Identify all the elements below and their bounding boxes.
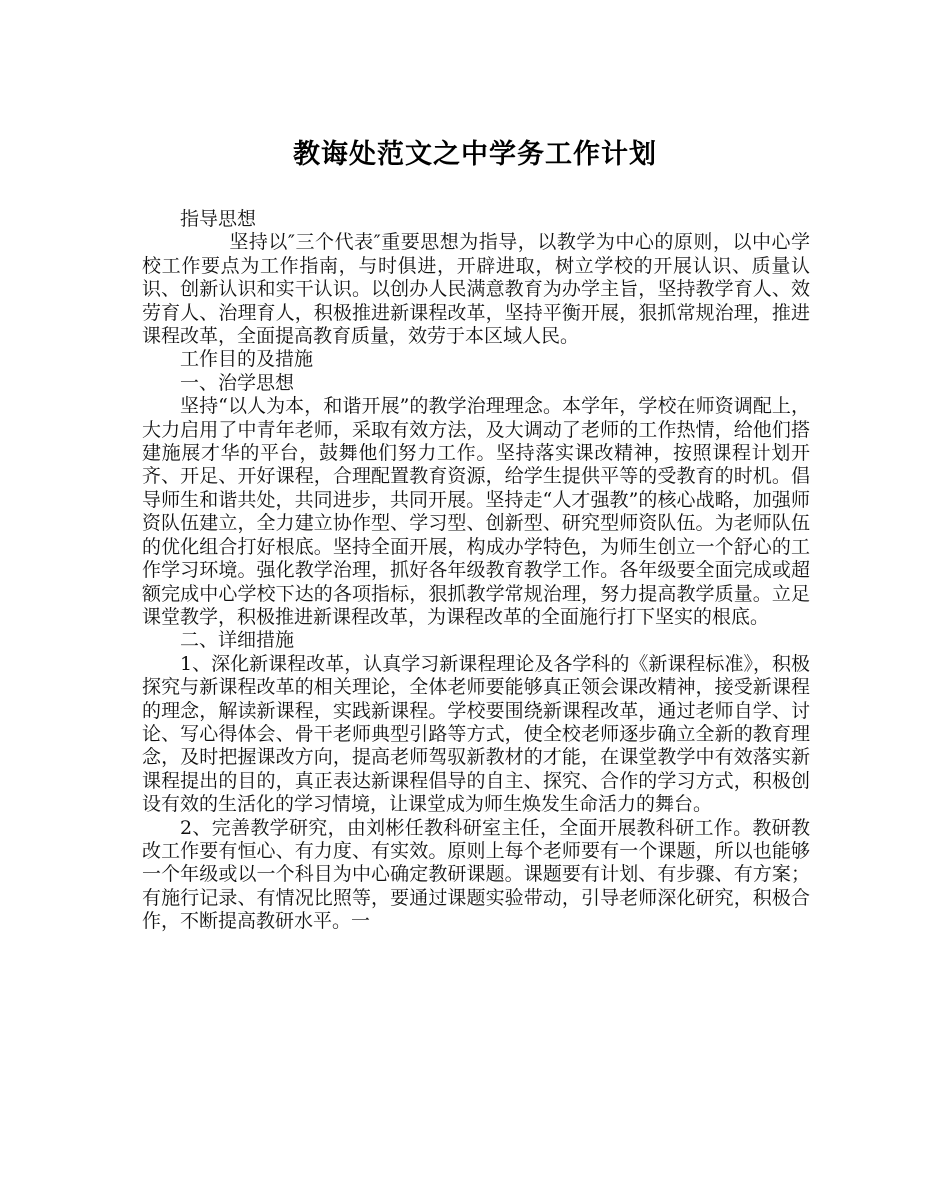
heading-guiding-thought: 指导思想 bbox=[180, 208, 257, 230]
heading-section-one: 一、治学思想 bbox=[180, 371, 295, 394]
document-body bbox=[142, 208, 810, 934]
heading-work-goals: 工作目的及措施 bbox=[180, 348, 314, 371]
document-title: 教诲处范文之中学务工作计划 bbox=[293, 139, 657, 170]
paragraph-measure-1: 1、深化新课程改革，认真学习新课程理论及各学科的《新课程标准》，积极探究与新课程改革的相关理论，全体老师要能够真正领会课改精神，接受新课程的理念，解读新课程，实践新课程。学校要围绕新课程改革，通过老师自学、讨论、写心得体会、骨干老师典型引路等方式，使全校老师逐步确立全新的教育理念，及时把握课改方向，提高老师驾驭新教材的才能，在课堂教学中有效落实新课程提出的目的，真正表达新课程倡导的自主、探究、合作的学习方式，积极创设有效的生活化的学习情境，让课堂成为师生焕发生命活力的舞台。 bbox=[142, 652, 810, 816]
heading-section-two: 二、详细措施 bbox=[180, 629, 295, 652]
paragraph-measure-2: 2、完善教学研究，由刘彬任教科研室主任，全面开展教科研工作。教研教改工作要有恒心、有力度、有实效。原则上每个老师要有一个课题，所以也能够一个年级或以一个科目为中心确定教研课题。课题要有计划、有步骤、有方案；有施行记录、有情况比照等，要通过课题实验带动，引导老师深化研究，积极合作，不断提高教研水平。一 bbox=[142, 816, 810, 933]
paragraph-section-one: 坚持“以人为本，和谐开展”的教学治理理念。本学年，学校在师资调配上，大力启用了中青年老师，采取有效方法，及大调动了老师的工作热情，给他们搭建施展才华的平台，鼓舞他们努力工作。坚持落实课改精神，按照课程计划开齐、开足、开好课程，合理配置教育资源，给学生提供平等的受教育的时机。倡导师生和谐共处，共同进步，共同开展。坚持走“人才强教”的核心战略，加强师资队伍建立，全力建立协作型、学习型、创新型、研究型师资队伍。为老师队伍的优化组合打好根底。坚持全面开展，构成办学特色，为师生创立一个舒心的工作学习环境。强化教学治理，抓好各年级教育教学工作。各年级要全面完成或超额完成中心学校下达的各项指标，狠抓教学常规治理，努力提高教学质量。立足课堂教学，积极推进新课程改革，为课程改革的全面施行打下坚实的根底。 bbox=[142, 395, 810, 628]
paragraph-guiding-thought: 坚持以″三个代表″重要思想为指导，以教学为中心的原则，以中心学校工作要点为工作指南，与时俱进，开辟进取，树立学校的开展认识、质量认识、创新认识和实干认识。以创办人民满意教育为办学主旨，坚持教学育人、效劳育人、治理育人，积极推进新课程改革，坚持平衡开展，狠抓常规治理，推进课程改革，全面提高教育质量，效劳于本区域人民。 bbox=[142, 231, 810, 348]
